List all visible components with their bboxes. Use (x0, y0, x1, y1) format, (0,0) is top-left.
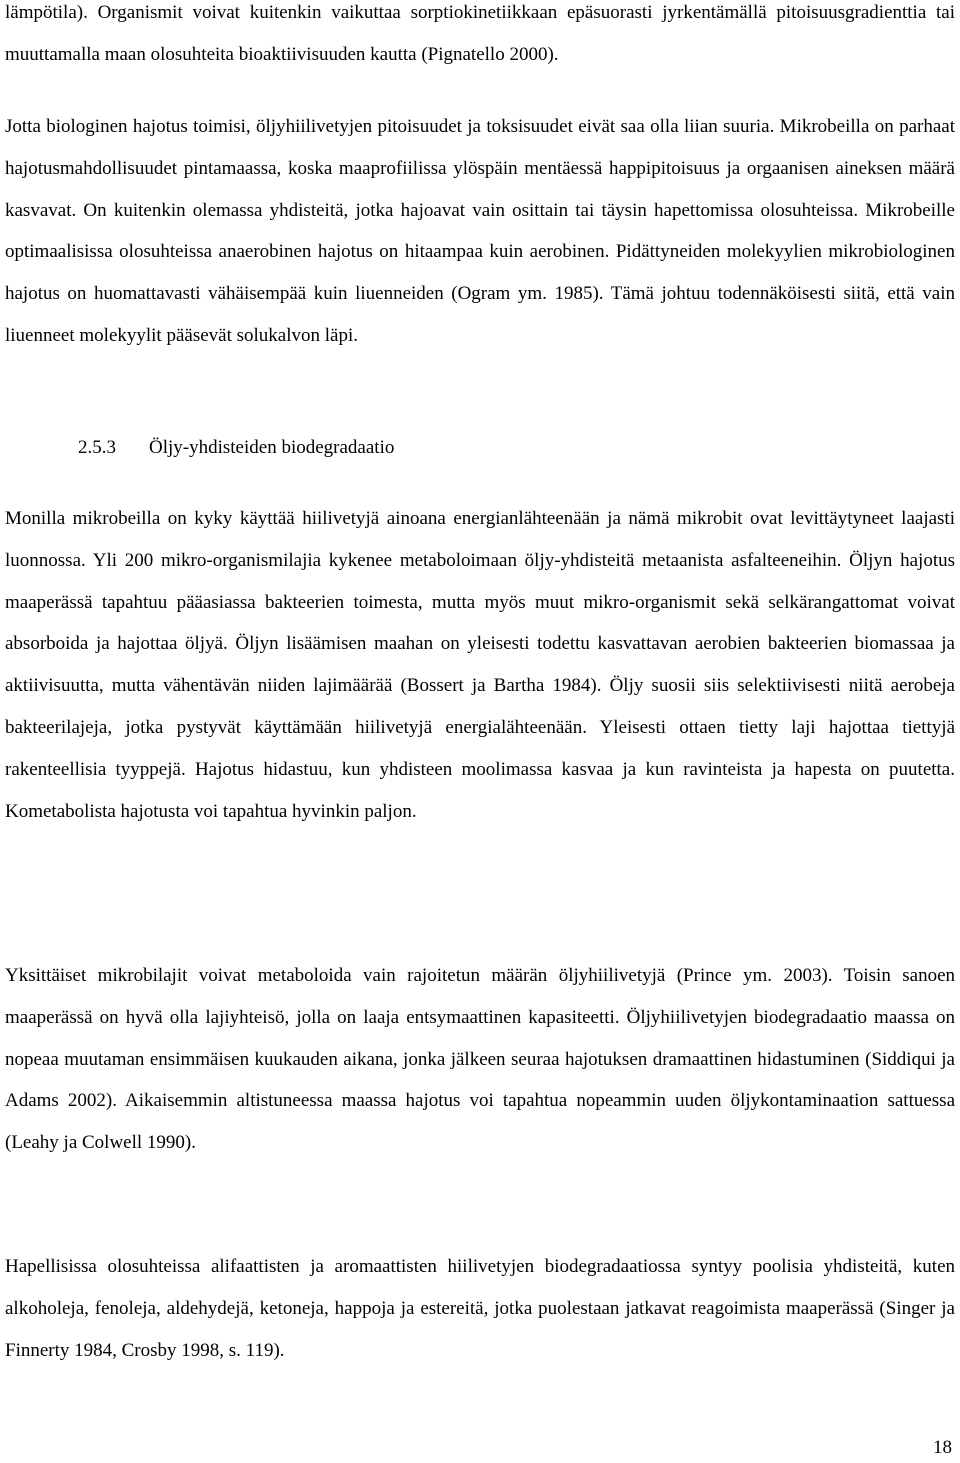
paragraph-sorption-continued: lämpötila). Organismit voivat kuitenkin vaikuttaa sorptiokinetiikkaan epäsuorasti jyrkentämällä pitoisuusgradienttia tai muuttamalla maan olosuhteita bioaktiivisuuden kautta (Pignatello 2000). (5, 2, 955, 65)
paragraph-microbes-hydrocarbons: Monilla mikrobeilla on kyky käyttää hiilivetyjä ainoana energianlähteenään ja nämä mikrobit ovat levittäytyneet laajasti luonnossa. Yli 200 mikro-organismilajia kykenee metaboloimaan öljy-yhdisteitä metaanista asfalteeneihin. Öljyn hajotus maaperässä tapahtuu pääasiassa bakteerien toimesta, mutta myös muut mikro-organismit sekä selkärangattomat voivat absorboida ja hajottaa öljyä. Öljyn lisäämisen maahan on yleisesti todettu kasvattavan aerobien bakteerien biomassaa ja aktiivisuutta, mutta vähentävän niiden lajimäärää (Bossert ja Bartha 1984). Öljy suosii siis selektiivisesti niitä aerobeja bakteerilajeja, jotka pystyvät käyttämään hiilivetyjä energialähteenään. Yleisesti ottaen tietty laji hajottaa tiettyjä rakenteellisia tyyppejä. Hajotus hidastuu, kun yhdisteen moolimassa kasvaa ja kun ravinteista ja hapesta on puutetta. Kometabolista hajotusta voi tapahtua hyvinkin paljon. (5, 508, 955, 822)
page-number: 18 (933, 1437, 952, 1458)
paragraph-single-species: Yksittäiset mikrobilajit voivat metaboloida vain rajoitetun määrän öljyhiilivetyjä (Prince ym. 2003). Toisin sanoen maaperässä on hyvä olla lajiyhteisö, jolla on laaja entsymaattinen kapasiteetti. Öljyhiilivetyjen biodegradaatio maassa on nopeaa muutaman ensimmäisen kuukauden aikana, jonka jälkeen seuraa hajotuksen dramaattinen hidastuminen (Siddiqui ja Adams 2002). Aikaisemmin altistuneessa maassa hajotus voi tapahtua nopeammin uuden öljykontaminaation sattuessa (Leahy ja Colwell 1990). (5, 965, 955, 1154)
section-number: 2.5.3 (78, 437, 116, 458)
paragraph-aerobic-conditions: Hapellisissa olosuhteissa alifaattisten ja aromaattisten hiilivetyjen biodegradaatiossa syntyy poolisia yhdisteitä, kuten alkoholeja, fenoleja, aldehydejä, ketoneja, happoja ja estereitä, jotka puolestaan jatkavat reagoimista maaperässä (Singer ja Finnerty 1984, Crosby 1998, s. 119). (5, 1256, 955, 1361)
section-title: Öljy-yhdisteiden biodegradaatio (149, 437, 395, 458)
paragraph-biological-degradation: Jotta biologinen hajotus toimisi, öljyhiilivetyjen pitoisuudet ja toksisuudet eivät saa olla liian suuria. Mikrobeilla on parhaat hajotusmahdollisuudet pintamaassa, koska maaprofiilissa ylöspäin mentäessä happipitoisuus ja orgaanisen aineksen määrä kasvavat. On kuitenkin olemassa yhdisteitä, jotka hajoavat vain osittain tai täysin hapettomissa olosuhteissa. Mikrobeille optimaalisissa olosuhteissa anaerobinen hajotus on hitaampaa kuin aerobinen. Pidättyneiden molekyylien mikrobiologinen hajotus on huomattavasti vähäisempää kuin liuenneiden (Ogram ym. 1985). Tämä johtuu todennäköisesti siitä, että vain liuenneet molekyylit pääsevät solukalvon läpi. (5, 116, 955, 346)
section-heading (78, 436, 394, 460)
